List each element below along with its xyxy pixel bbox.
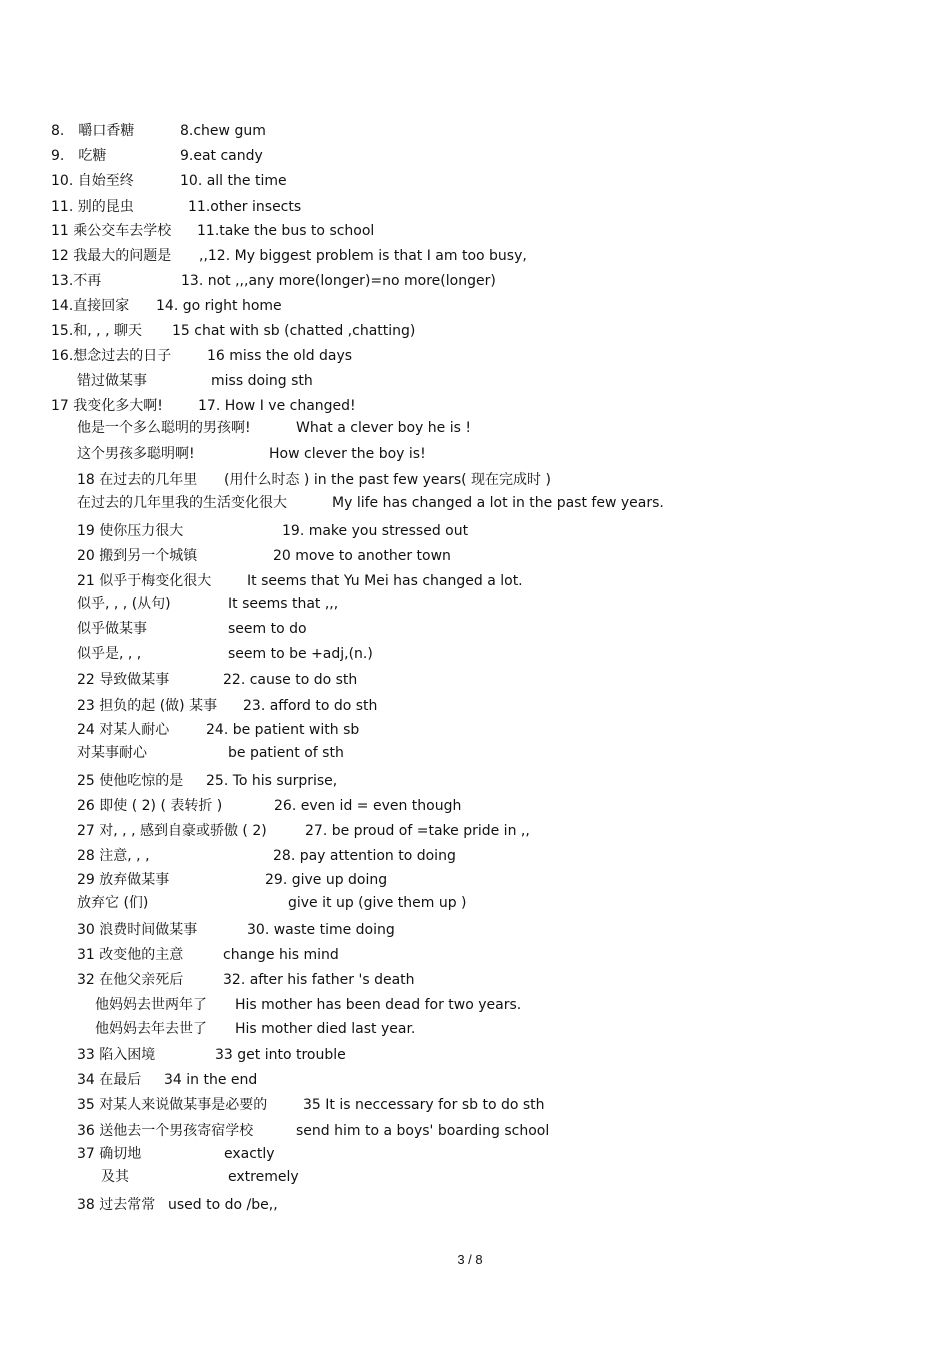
english-phrase: 13. not ,,,any more(longer)=no more(longer) xyxy=(181,273,496,289)
english-phrase: 32. after his father 's death xyxy=(223,972,415,988)
chinese-phrase: 33 陷入困境 xyxy=(77,1047,156,1063)
english-phrase: 23. afford to do sth xyxy=(243,698,378,714)
chinese-phrase: 12 我最大的问题是 xyxy=(51,248,172,264)
english-phrase: 29. give up doing xyxy=(265,872,388,888)
chinese-phrase: 13.不再 xyxy=(51,273,102,289)
english-phrase: 11.take the bus to school xyxy=(197,223,375,239)
chinese-phrase: 36 送他去一个男孩寄宿学校 xyxy=(77,1123,254,1139)
english-phrase: 19. make you stressed out xyxy=(282,523,469,539)
chinese-phrase: 在过去的几年里我的生活变化很大 xyxy=(77,495,287,511)
chinese-phrase: 对某事耐心 xyxy=(77,745,147,761)
english-phrase: 15 chat with sb (chatted ,chatting) xyxy=(172,323,416,339)
english-phrase: (用什么时态 ) in the past few years( 现在完成时 ) xyxy=(224,472,551,488)
english-phrase: How clever the boy is! xyxy=(269,446,426,462)
chinese-phrase: 34 在最后 xyxy=(77,1072,142,1088)
english-phrase: send him to a boys' boarding school xyxy=(296,1123,550,1139)
english-phrase: It seems that ,,, xyxy=(228,596,339,612)
english-phrase: It seems that Yu Mei has changed a lot. xyxy=(247,573,523,589)
chinese-phrase: 28 注意, , , xyxy=(77,848,150,864)
chinese-phrase: 30 浪费时间做某事 xyxy=(77,922,198,938)
chinese-phrase: 24 对某人耐心 xyxy=(77,722,170,738)
chinese-phrase: 9. 吃糖 xyxy=(51,148,107,164)
chinese-phrase: 11. 别的昆虫 xyxy=(51,199,134,215)
chinese-phrase: 37 确切地 xyxy=(77,1146,142,1162)
chinese-phrase: 18 在过去的几年里 xyxy=(77,472,198,488)
english-phrase: 26. even id = even though xyxy=(274,798,462,814)
english-phrase: 30. waste time doing xyxy=(247,922,395,938)
chinese-phrase: 32 在他父亲死后 xyxy=(77,972,184,988)
chinese-phrase: 22 导致做某事 xyxy=(77,672,170,688)
english-phrase: seem to be +adj,(n.) xyxy=(228,646,373,662)
chinese-phrase: 19 使你压力很大 xyxy=(77,523,184,539)
chinese-phrase: 及其 xyxy=(101,1169,129,1185)
chinese-phrase: 21 似乎于梅变化很大 xyxy=(77,573,212,589)
chinese-phrase: 似乎是, , , xyxy=(77,646,142,662)
chinese-phrase: 他妈妈去世两年了 xyxy=(95,997,207,1013)
chinese-phrase: 8. 嚼口香糖 xyxy=(51,123,135,139)
chinese-phrase: 20 搬到另一个城镇 xyxy=(77,548,198,564)
english-phrase: be patient of sth xyxy=(228,745,344,761)
english-phrase: exactly xyxy=(224,1146,275,1162)
english-phrase: 8.chew gum xyxy=(180,123,266,139)
english-phrase: His mother has been dead for two years. xyxy=(235,997,522,1013)
chinese-phrase: 16.想念过去的日子 xyxy=(51,348,172,364)
english-phrase: miss doing sth xyxy=(211,373,313,389)
english-phrase: 9.eat candy xyxy=(180,148,263,164)
chinese-phrase: 23 担负的起 (做) 某事 xyxy=(77,698,218,714)
english-phrase: ,,12. My biggest problem is that I am too busy, xyxy=(199,248,527,264)
chinese-phrase: 29 放弃做某事 xyxy=(77,872,170,888)
chinese-phrase: 14.直接回家 xyxy=(51,298,130,314)
english-phrase: My life has changed a lot in the past few years. xyxy=(332,495,664,511)
chinese-phrase: 10. 自始至终 xyxy=(51,173,134,189)
chinese-phrase: 这个男孩多聪明啊! xyxy=(77,446,195,462)
chinese-phrase: 31 改变他的主意 xyxy=(77,947,184,963)
english-phrase: 35 It is neccessary for sb to do sth xyxy=(303,1097,545,1113)
page-number: 3 / 8 xyxy=(457,1252,483,1267)
chinese-phrase: 26 即使 ( 2) ( 表转折 ) xyxy=(77,798,223,814)
chinese-phrase: 15.和, , , 聊天 xyxy=(51,323,142,339)
english-phrase: 17. How I ve changed! xyxy=(198,398,356,414)
chinese-phrase: 错过做某事 xyxy=(77,373,147,389)
english-phrase: seem to do xyxy=(228,621,307,637)
english-phrase: used to do /be,, xyxy=(168,1197,278,1213)
english-phrase: 14. go right home xyxy=(156,298,282,314)
chinese-phrase: 38 过去常常 xyxy=(77,1197,156,1213)
chinese-phrase: 他妈妈去年去世了 xyxy=(95,1021,207,1037)
chinese-phrase: 27 对, , , 感到自豪或骄傲 ( 2) xyxy=(77,823,267,839)
chinese-phrase: 25 使他吃惊的是 xyxy=(77,773,184,789)
chinese-phrase: 11 乘公交车去学校 xyxy=(51,223,172,239)
english-phrase: 16 miss the old days xyxy=(207,348,353,364)
chinese-phrase: 35 对某人来说做某事是必要的 xyxy=(77,1097,268,1113)
english-phrase: change his mind xyxy=(223,947,339,963)
chinese-phrase: 似乎做某事 xyxy=(77,621,147,637)
chinese-phrase: 17 我变化多大啊! xyxy=(51,398,163,414)
english-phrase: 34 in the end xyxy=(164,1072,258,1088)
english-phrase: 33 get into trouble xyxy=(215,1047,346,1063)
chinese-phrase: 放弃它 (们) xyxy=(77,895,149,911)
english-phrase: His mother died last year. xyxy=(235,1021,416,1037)
english-phrase: 10. all the time xyxy=(180,173,287,189)
english-phrase: 25. To his surprise, xyxy=(206,773,338,789)
english-phrase: 20 move to another town xyxy=(273,548,451,564)
english-phrase: 27. be proud of =take pride in ,, xyxy=(305,823,530,839)
english-phrase: 22. cause to do sth xyxy=(223,672,358,688)
english-phrase: give it up (give them up ) xyxy=(288,895,467,911)
english-phrase: What a clever boy he is ! xyxy=(296,420,471,436)
english-phrase: 28. pay attention to doing xyxy=(273,848,456,864)
chinese-phrase: 似乎, , , (从句) xyxy=(77,596,171,612)
english-phrase: 24. be patient with sb xyxy=(206,722,360,738)
chinese-phrase: 他是一个多么聪明的男孩啊! xyxy=(77,420,251,436)
english-phrase: extremely xyxy=(228,1169,299,1185)
english-phrase: 11.other insects xyxy=(188,199,302,215)
